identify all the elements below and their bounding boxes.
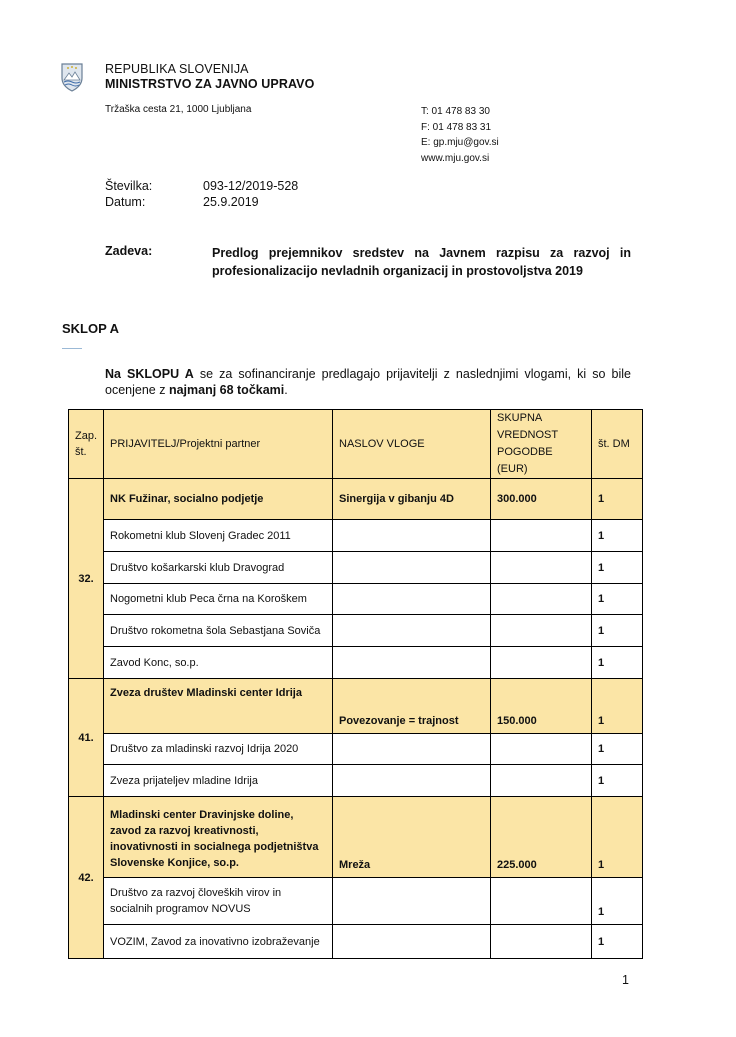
dm-count: 1 [592, 615, 643, 647]
dm-count: 1 [592, 479, 643, 520]
website: www.mju.gov.si [421, 152, 490, 164]
dm-count: 1 [592, 647, 643, 679]
table-row-partner [69, 584, 643, 615]
dm-count: 1 [592, 925, 643, 959]
row-number: 42. [69, 797, 104, 959]
email: E: gp.mju@gov.si [421, 137, 499, 148]
partner-name: Društvo košarkarski klub Dravograd [104, 552, 333, 584]
partner-name: Zveza prijateljev mladine Idrija [104, 765, 333, 797]
table-row-partner [69, 734, 643, 765]
dm-count: 1 [592, 734, 643, 765]
dm-count: 1 [592, 552, 643, 584]
col-header-applicant: PRIJAVITELJ/Projektni partner [104, 410, 333, 479]
date-value: 25.9.2019 [203, 195, 259, 209]
table-row-partner [69, 615, 643, 647]
table-row-partner [69, 552, 643, 584]
ministry-name: MINISTRSTVO ZA JAVNO UPRAVO [105, 77, 315, 91]
col-header-title: NASLOV VLOGE [333, 410, 491, 479]
section-underline [62, 348, 82, 349]
fax: F: 01 478 83 31 [421, 121, 492, 133]
project-title: Povezovanje = trajnost [333, 679, 491, 734]
table-row-lead [69, 797, 643, 878]
partner-name: Društvo rokometna šola Sebastjana Soviča [104, 615, 333, 647]
row-number: 41. [69, 679, 104, 797]
table-row-lead [69, 479, 643, 520]
contract-value: 300.000 [491, 479, 592, 520]
subject-label: Zadeva: [105, 244, 153, 258]
partner-name: VOZIM, Zavod za inovativno izobraževanje [104, 925, 333, 959]
section-title: SKLOP A [62, 321, 120, 336]
project-title: Sinergija v gibanju 4D [333, 479, 491, 520]
contact-block [421, 104, 499, 166]
subject [105, 244, 631, 280]
contract-value: 225.000 [491, 797, 592, 878]
applicants-table [68, 409, 643, 959]
page-number: 1 [622, 973, 629, 987]
project-title: Mreža [333, 797, 491, 878]
coat-of-arms-icon [60, 62, 84, 92]
contract-value: 150.000 [491, 679, 592, 734]
col-header-no: Zap. št. [69, 410, 104, 479]
table-header-row [69, 410, 643, 479]
partner-name: Zavod Konc, so.p. [104, 647, 333, 679]
row-number: 32. [69, 479, 104, 679]
table-row-partner [69, 925, 643, 959]
section-intro: Na SKLOPU A se za sofinanciranje predlagajo prijavitelji z naslednjimi vlogami, ki so bile ocenjene z najmanj 68 točkami. [105, 367, 631, 397]
partner-name: Nogometni klub Peca črna na Koroškem [104, 584, 333, 615]
number-label: Številka: [105, 179, 153, 193]
document-meta [105, 178, 298, 210]
table-row-partner [69, 647, 643, 679]
lead-applicant: NK Fužinar, socialno podjetje [104, 479, 333, 520]
partner-name: Društvo za razvoj človeških virov in socialnih programov NOVUS [104, 878, 333, 925]
subject-text: Predlog prejemnikov sredstev na Javnem razpisu za razvoj in profesionalizacijo nevladnih organizacij in prostovoljstva 2019 [212, 246, 631, 278]
dm-count: 1 [592, 878, 643, 925]
dm-count: 1 [592, 765, 643, 797]
table-row-partner [69, 520, 643, 552]
lead-applicant: Mladinski center Dravinjske doline, zavod za razvoj kreativnosti, inovativnosti in socialnega podjetništva Slovenske Konjice, so.p. [104, 797, 333, 878]
number-value: 093-12/2019-528 [203, 179, 299, 193]
lead-applicant: Zveza društev Mladinski center Idrija [104, 679, 333, 734]
partner-name: Rokometni klub Slovenj Gradec 2011 [104, 520, 333, 552]
partner-name: Društvo za mladinski razvoj Idrija 2020 [104, 734, 333, 765]
col-header-value: SKUPNA VREDNOST POGODBE (EUR) [491, 410, 592, 479]
dm-count: 1 [592, 679, 643, 734]
country-name: REPUBLIKA SLOVENIJA [105, 62, 249, 76]
table-row-partner [69, 878, 643, 925]
dm-count: 1 [592, 584, 643, 615]
dm-count: 1 [592, 520, 643, 552]
dm-count: 1 [592, 797, 643, 878]
table-row-lead [69, 679, 643, 734]
phone: T: 01 478 83 30 [421, 106, 490, 117]
col-header-dm: št. DM [592, 410, 643, 479]
table-row-partner [69, 765, 643, 797]
date-label: Datum: [105, 195, 146, 209]
address: Tržaška cesta 21, 1000 Ljubljana [105, 104, 252, 115]
